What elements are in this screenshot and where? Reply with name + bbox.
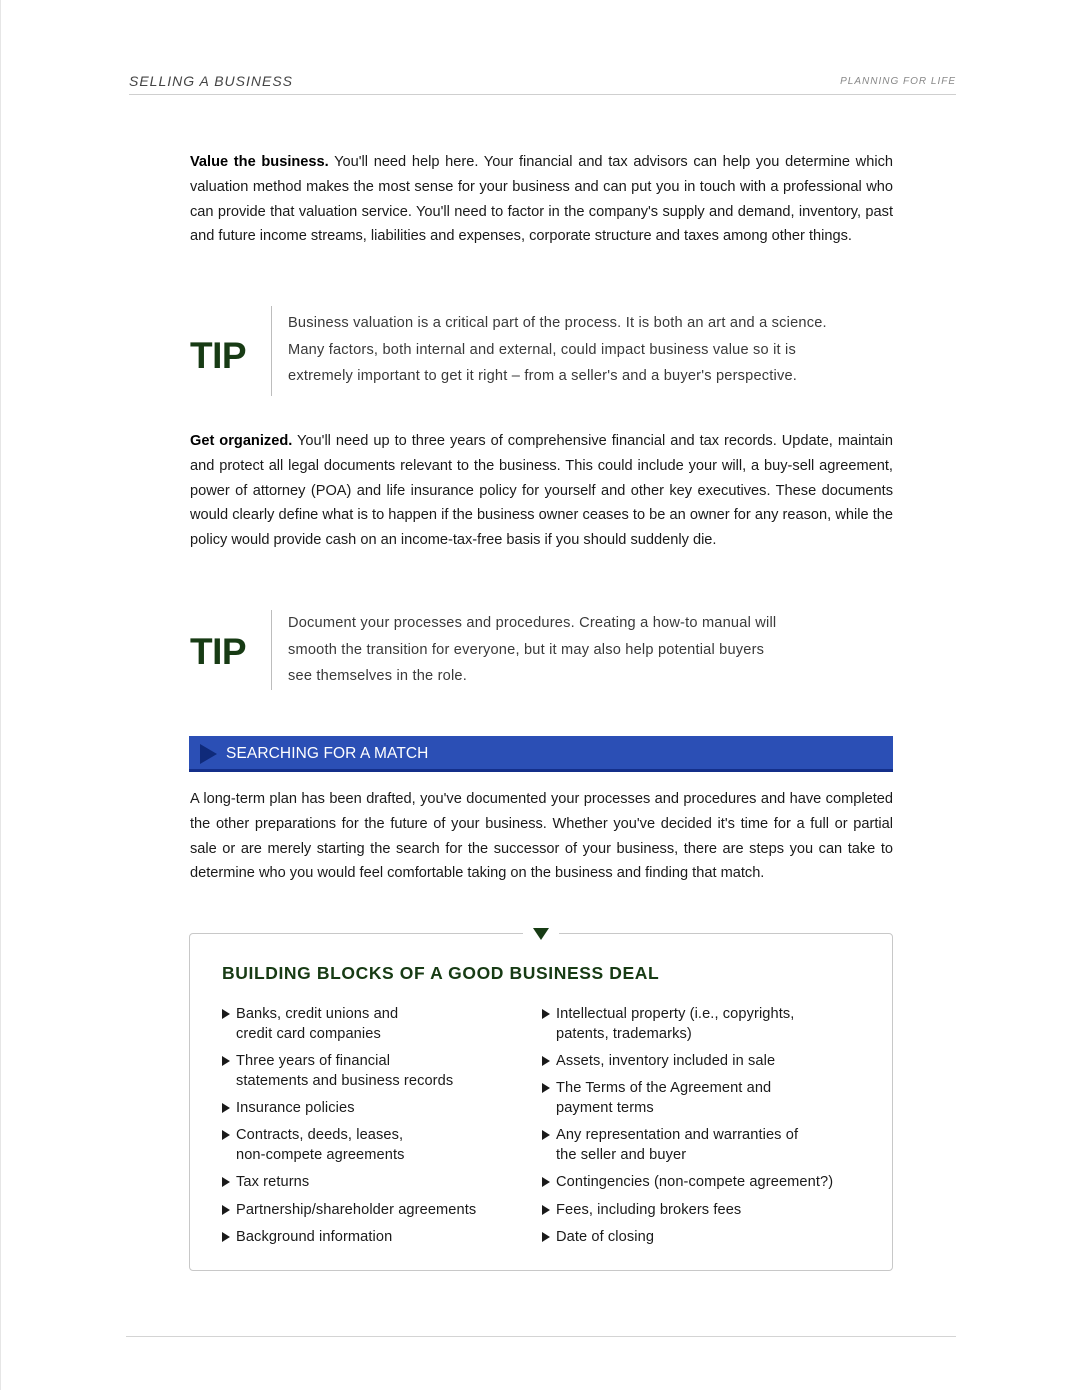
building-blocks-right-list	[542, 1004, 877, 1254]
triangle-bullet-icon	[222, 1009, 230, 1019]
tip-line: see themselves in the role.	[288, 668, 467, 685]
list-item: The Terms of the Agreement and payment terms	[542, 1078, 877, 1125]
get-organized-paragraph	[190, 429, 893, 553]
list-item: Banks, credit unions and credit card companies	[222, 1004, 522, 1051]
triangle-bullet-icon	[222, 1103, 230, 1113]
value-business-paragraph	[190, 150, 893, 249]
building-blocks-left-list	[222, 1004, 522, 1254]
tip-line: Many factors, both internal and external, could impact business value so it is	[288, 341, 796, 358]
searching-match-paragraph: A long-term plan has been drafted, you've documented your processes and procedures and have completed the other preparations for the future of your business. Whether you've decided it's time for a full or partial sale or are merely starting the search for the successor of your business, there are steps you can take to determine who you would feel comfortable taking on the business and finding that match.	[190, 791, 893, 882]
triangle-bullet-icon	[222, 1130, 230, 1140]
footer-rule	[126, 1336, 956, 1337]
list-item: Fees, including brokers fees	[542, 1200, 877, 1227]
list-item: Insurance policies	[222, 1098, 522, 1125]
list-item: Date of closing	[542, 1227, 877, 1254]
list-item: Partnership/shareholder agreements	[222, 1200, 522, 1227]
value-business-text: You'll need help here. Your financial and tax advisors can help you determine which valuation method makes the most sense for your business and can put you in touch with a professional who can provide that valuation service. You'll need to factor in the company's supply and demand, inventory, past and future income streams, liabilities and expenses, corporate structure and taxes among other things.	[190, 154, 893, 245]
header-publication-title: PLANNING FOR LIFE	[840, 76, 956, 87]
section-header-title: SEARCHING FOR A MATCH	[226, 745, 429, 762]
building-blocks-title: BUILDING BLOCKS OF A GOOD BUSINESS DEAL	[222, 963, 660, 983]
tip-divider	[271, 306, 272, 396]
triangle-bullet-icon	[542, 1130, 550, 1140]
list-item: Contingencies (non-compete agreement?)	[542, 1172, 877, 1200]
tip-line: Business valuation is a critical part of the process. It is both an art and a science.	[288, 315, 827, 331]
header-section-title: SELLING A BUSINESS	[129, 73, 294, 89]
tip-callout-processes	[190, 610, 893, 690]
tip-line: extremely important to get it right – from a seller's and a buyer's perspective.	[288, 368, 798, 385]
triangle-bullet-icon	[542, 1177, 550, 1187]
tip-callout-valuation	[190, 306, 893, 396]
triangle-bullet-icon	[542, 1083, 550, 1093]
tip-text	[288, 310, 888, 390]
triangle-bullet-icon	[222, 1232, 230, 1242]
triangle-bullet-icon	[542, 1009, 550, 1019]
tip-label: TIP	[190, 631, 247, 672]
triangle-bullet-icon	[222, 1056, 230, 1066]
tip-line: Document your processes and procedures. Creating a how-to manual will	[288, 615, 777, 631]
list-item: Three years of financial statements and business records	[222, 1051, 522, 1098]
list-item: Contracts, deeds, leases, non-compete agreements	[222, 1125, 522, 1172]
play-arrow-icon	[200, 744, 217, 764]
triangle-bullet-icon	[222, 1177, 230, 1187]
page-edge-rule	[0, 0, 1, 1390]
tip-divider	[271, 610, 272, 690]
tip-label: TIP	[190, 335, 247, 376]
list-item: Intellectual property (i.e., copyrights, patents, trademarks)	[542, 1004, 877, 1051]
list-item: Tax returns	[222, 1172, 522, 1200]
list-item: Background information	[222, 1227, 522, 1254]
triangle-bullet-icon	[542, 1205, 550, 1215]
down-arrow-icon	[533, 928, 549, 940]
running-header	[129, 72, 956, 95]
section-header-searching-for-match	[189, 736, 893, 772]
value-business-lead: Value the business.	[190, 154, 329, 170]
list-item: Any representation and warranties of the seller and buyer	[542, 1125, 877, 1172]
get-organized-text: You'll need up to three years of comprehensive financial and tax records. Update, maintain and protect all legal documents relevant to the business. This could include your will, a buy-sell agreement, power of attorney (POA) and life insurance policy for yourself and other key executives. These documents would clearly define what is to happen if the business owner ceases to be an owner for any reason, while the policy would provide cash on an income-tax-free basis if you should suddenly die.	[190, 433, 894, 549]
get-organized-lead: Get organized.	[190, 433, 293, 449]
triangle-bullet-icon	[222, 1205, 230, 1215]
triangle-bullet-icon	[542, 1056, 550, 1066]
tip-text	[288, 610, 888, 690]
list-item: Assets, inventory included in sale	[542, 1051, 877, 1078]
triangle-bullet-icon	[542, 1232, 550, 1242]
tip-line: smooth the transition for everyone, but it may also help potential buyers	[288, 641, 765, 658]
